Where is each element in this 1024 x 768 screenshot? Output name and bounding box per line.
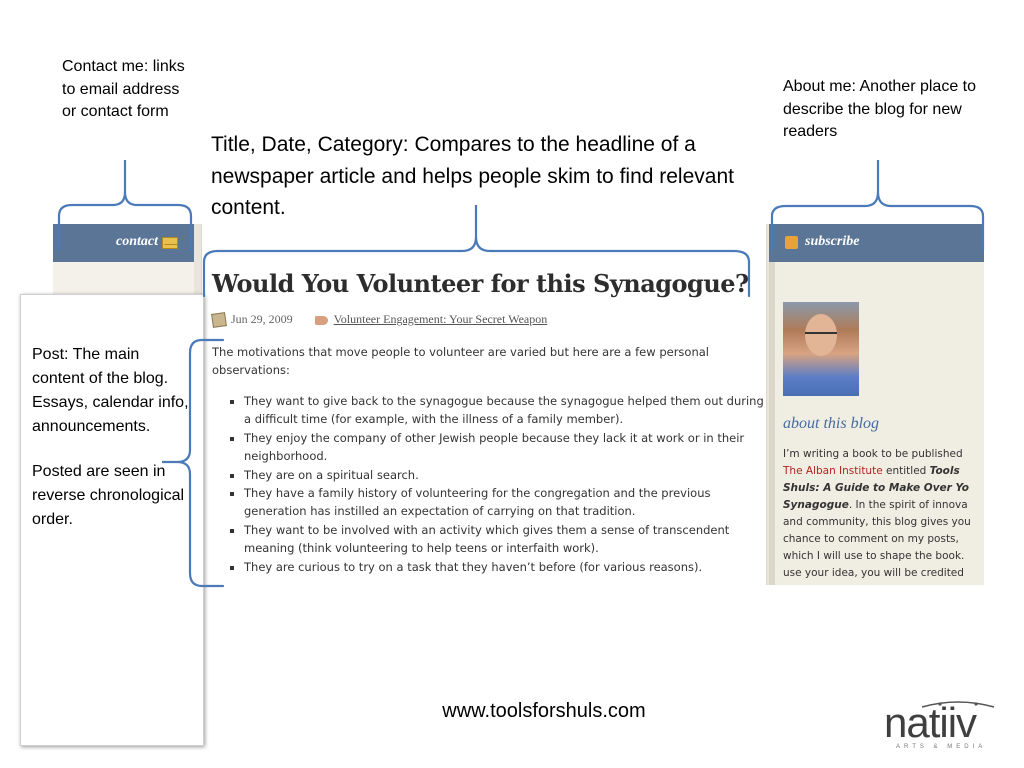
book-title-fragment: Synagogue xyxy=(783,499,849,511)
about-line: use your idea, you will be credited xyxy=(783,567,964,579)
tag-icon xyxy=(315,316,328,325)
contact-link[interactable]: contact xyxy=(116,234,158,249)
post-area xyxy=(201,224,767,585)
avatar xyxy=(783,302,859,396)
glasses-icon xyxy=(805,332,837,340)
post-date: Jun 29, 2009 xyxy=(231,312,293,326)
annotation-about: About me: Another place to describe the blog for new readers xyxy=(783,78,977,141)
logo-tagline: ARTS & MEDIA xyxy=(896,744,987,750)
post-intro: The motivations that move people to volunteer are varied but here are a few personal observations: xyxy=(212,345,709,377)
alban-institute-link[interactable]: The Alban Institute xyxy=(783,465,883,477)
annotation-contact: Contact me: links to email address or contact form xyxy=(62,58,185,121)
logo-wordmark: natiiv xyxy=(884,699,977,746)
about-line xyxy=(783,497,983,514)
annotation-title-date-category: Title, Date, Category: Compares to the headline of a newspaper article and helps people skim to find relevant content. xyxy=(211,133,734,219)
book-title-fragment: Tools xyxy=(929,465,960,477)
book-title-fragment: Shuls: A Guide to Make Over Yo xyxy=(783,482,969,494)
annotation-post-box xyxy=(20,294,204,746)
about-text-fragment: . In the spirit of innova xyxy=(848,499,968,511)
about-heading: about this blog xyxy=(783,415,880,432)
list-item: ▪ They want to be involved with an activity which gives them a sense of transcendent meaning (think volunteering to help teens or interfaith work). xyxy=(244,521,764,558)
list-item: ▪ They are on a spiritual search. xyxy=(244,466,764,484)
annotation-post-main: Post: The main content of the blog. Essays, calendar info, announcements. xyxy=(32,346,189,435)
post-category-link[interactable]: Volunteer Engagement: Your Secret Weapon xyxy=(333,312,548,326)
about-line: which I will use to shape the book. xyxy=(783,550,965,562)
right-sidebar xyxy=(769,224,984,585)
mail-icon[interactable] xyxy=(162,237,178,249)
rss-icon[interactable] xyxy=(785,236,798,249)
about-line: chance to comment on my posts, xyxy=(783,533,959,545)
post-bullet-list xyxy=(224,392,764,576)
about-text-fragment: entitled xyxy=(882,465,930,477)
about-line: and community, this blog gives you xyxy=(783,516,971,528)
natiiv-logo xyxy=(884,700,1004,754)
annotation-post xyxy=(32,343,192,553)
sidebar-divider xyxy=(769,262,775,585)
annotation-post-order: Posted are seen in reverse chronological order. xyxy=(32,463,185,528)
about-text xyxy=(783,446,983,582)
contact-bar[interactable] xyxy=(53,224,194,262)
post-title[interactable]: Would You Volunteer for this Synagogue? xyxy=(212,269,749,298)
list-item: ▪ They are curious to try on a task that they haven’t before (for various reasons). xyxy=(244,558,764,576)
subscribe-bar[interactable] xyxy=(769,224,984,262)
about-line xyxy=(783,463,983,480)
post-meta xyxy=(212,312,547,327)
list-item: ▪ They have a family history of volunteering for the congregation and the previous generation has instilled an expectation of carrying on that tradition. xyxy=(244,484,764,521)
list-item: ▪ They enjoy the company of other Jewish people because they lack it at work or in their neighborhood. xyxy=(244,429,764,466)
subscribe-link[interactable]: subscribe xyxy=(805,234,860,249)
pencil-icon xyxy=(211,312,227,328)
footer-url[interactable]: www.toolsforshuls.com xyxy=(442,700,646,722)
about-line: I’m writing a book to be published xyxy=(783,448,963,460)
list-item: ▪ They want to give back to the synagogue because the synagogue helped them out during a difficult time (for example, with the illness of a family member). xyxy=(244,392,764,429)
